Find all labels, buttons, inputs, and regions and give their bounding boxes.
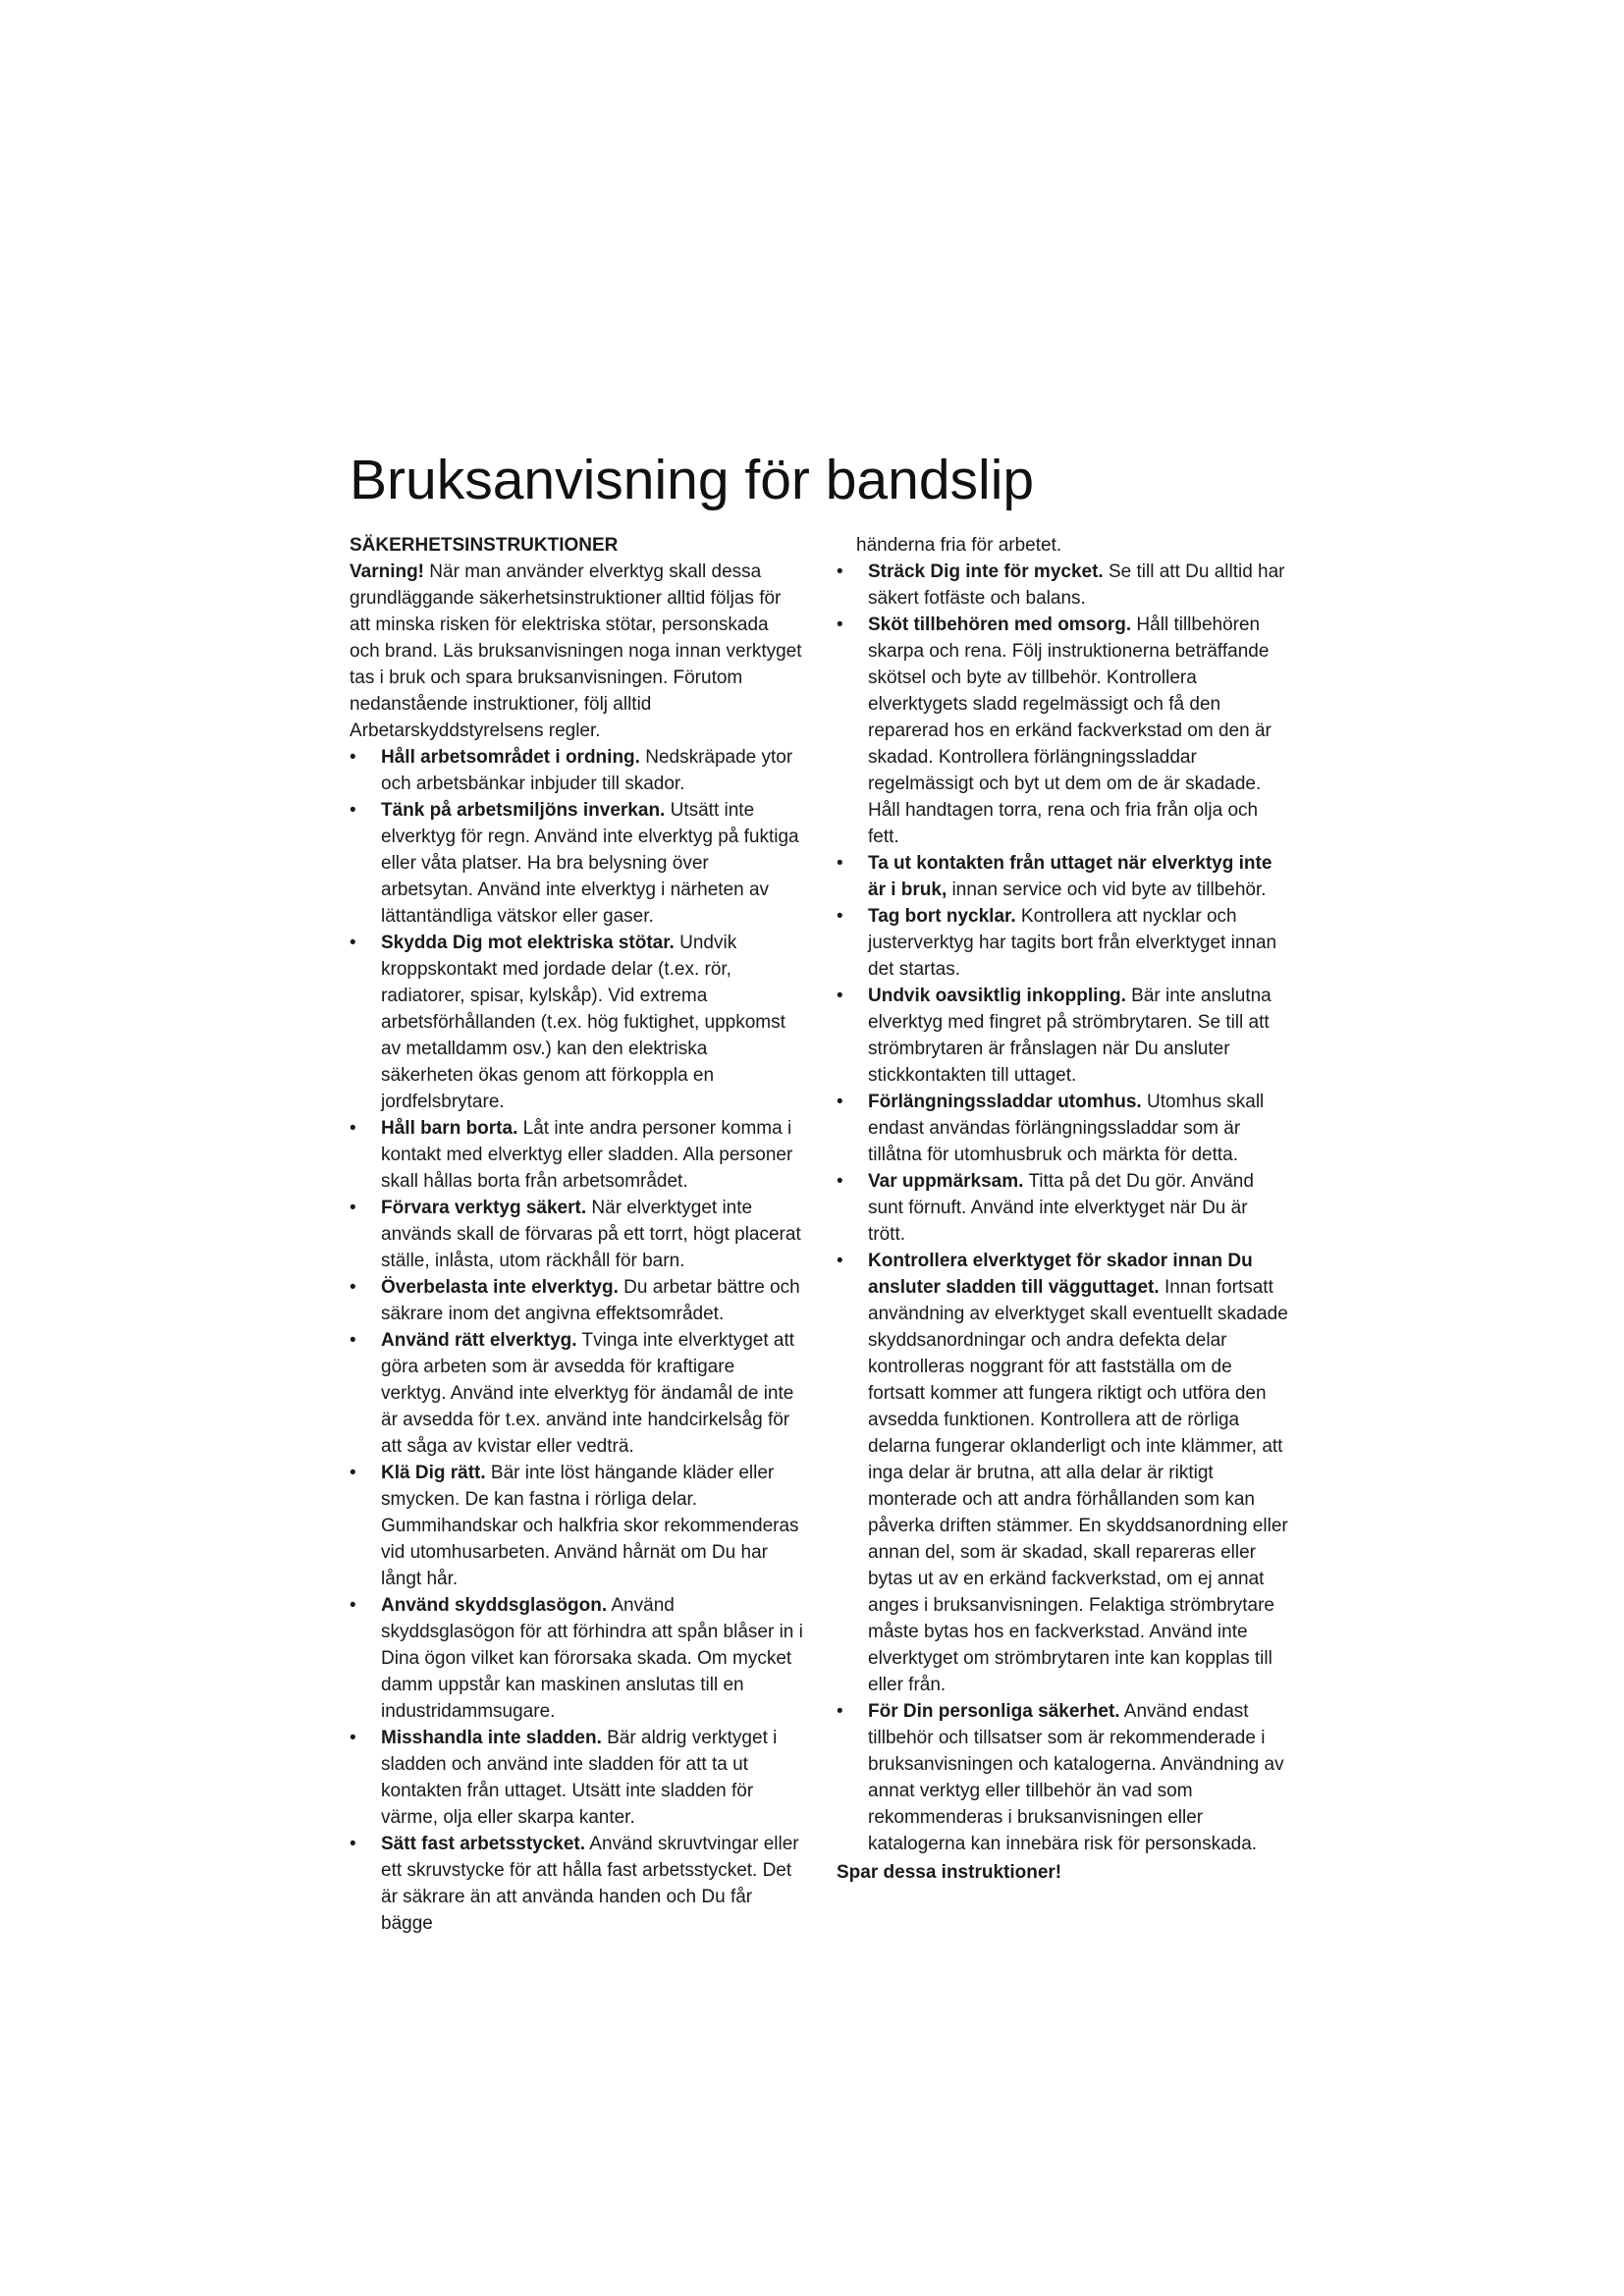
bullet-icon: •: [837, 614, 843, 635]
list-item: [837, 983, 1288, 1089]
item-text: Se till att Du alltid har säkert fotfäste och balans.: [868, 561, 1285, 609]
bullet-icon: •: [350, 933, 356, 953]
bullet-icon: •: [837, 561, 843, 582]
item-text: Utomhus skall endast användas förlängningssladdar som är tillåtna för utomhusbruk och märkta för detta.: [868, 1092, 1265, 1165]
item-heading: Tänk på arbetsmiljöns inverkan.: [381, 800, 666, 821]
item-text: Använd skruvtvingar eller ett skruvstycke för att hålla fast arbetsstycket. Det är säkrare än att använda handen och Du får bägge: [381, 1834, 799, 1934]
item-heading: Sätt fast arbetsstycket.: [381, 1834, 586, 1854]
intro-text: När man använder elverktyg skall dessa grundläggande säkerhetsinstruktioner alltid följas för att minska risken för elektriska stötar, personskada och brand. Läs bruksanvisningen noga innan verktyget tas i bruk och spara bruksanvisningen. Förutom nedanstående instruktioner, följ alltid Arbetarskyddstyrelsens regler.: [350, 561, 802, 741]
item-text: Låt inte andra personer komma i kontakt med elverktyg eller sladden. Alla personer skall hållas borta från arbetsområdet.: [381, 1118, 793, 1192]
bullet-icon: •: [350, 1330, 356, 1351]
item-heading: Ta ut kontakten från uttaget när elverktyg inte är i bruk,: [868, 853, 1272, 900]
bullet-icon: •: [350, 1198, 356, 1218]
list-item: [837, 612, 1288, 850]
item-heading: Undvik oavsiktlig inkoppling.: [868, 986, 1126, 1006]
page-title: Bruksanvisning för bandslip: [350, 449, 1035, 511]
item-heading: Överbelasta inte elverktyg.: [381, 1277, 619, 1298]
list-item: [350, 797, 803, 930]
list-item: [350, 1831, 803, 1937]
item-text: Bär aldrig verktyget i sladden och använd inte sladden för att ta ut kontakten från uttaget. Utsätt inte sladden för värme, olja eller skarpa kanter.: [381, 1728, 778, 1828]
continuation-text: händerna fria för arbetet.: [856, 535, 1062, 556]
item-heading: Skydda Dig mot elektriska stötar.: [381, 933, 675, 953]
item-text: Nedskräpade ytor och arbetsbänkar inbjuder till skador.: [381, 747, 793, 794]
item-heading: Klä Dig rätt.: [381, 1463, 486, 1483]
list-item: [350, 1592, 803, 1725]
item-text: Bär inte löst hängande kläder eller smycken. De kan fastna i rörliga delar. Gummihandskar och halkfria skor rekommenderas vid utomhusarbeten. Använd hårnät om Du har långt hår.: [381, 1463, 799, 1589]
item-text: Titta på det Du gör. Använd sunt förnuft. Använd inte elverktyget när Du är trött.: [868, 1171, 1254, 1245]
item-text: Använd skyddsglasögon för att förhindra att spån blåser in i Dina ögon vilket kan förorsaka skada. Om mycket damm uppstår kan maskinen anslutas till en industridammsugare.: [381, 1595, 803, 1722]
bullet-icon: •: [837, 1092, 843, 1112]
right-column: [837, 532, 1288, 1886]
list-item: [350, 744, 803, 797]
bullet-icon: •: [350, 1118, 356, 1139]
item-heading: Sköt tillbehören med omsorg.: [868, 614, 1132, 635]
list-item: [837, 903, 1288, 983]
item-text: Bär inte anslutna elverktyg med fingret på strömbrytaren. Se till att strömbrytaren är frånslagen när Du ansluter stickkontakten till uttaget.: [868, 986, 1272, 1086]
bullet-icon: •: [350, 747, 356, 768]
closing-note: Spar dessa instruktioner!: [837, 1862, 1062, 1883]
bullet-icon: •: [837, 1251, 843, 1271]
list-item: [350, 1274, 803, 1327]
intro-paragraph: [350, 559, 803, 744]
item-text: Utsätt inte elverktyg för regn. Använd inte elverktyg på fuktiga eller våta platser. Ha bra belysning över arbetsytan. Använd inte elverktyg i närheten av lättantändliga vätskor eller gaser.: [381, 800, 799, 927]
item-heading: Var uppmärksam.: [868, 1171, 1024, 1192]
item-heading: Sträck Dig inte för mycket.: [868, 561, 1104, 582]
bullet-icon: •: [350, 1834, 356, 1854]
item-heading: För Din personliga säkerhet.: [868, 1701, 1120, 1722]
list-item: [350, 1327, 803, 1460]
item-heading: Använd rätt elverktyg.: [381, 1330, 577, 1351]
item-heading: Håll barn borta.: [381, 1118, 518, 1139]
left-column: [350, 532, 803, 1937]
list-item: [350, 930, 803, 1115]
item-text: När elverktyget inte används skall de förvaras på ett torrt, högt placerat ställe, inlåsta, utom räckhåll för barn.: [381, 1198, 801, 1271]
list-item: [837, 1168, 1288, 1248]
item-heading: Kontrollera elverktyget för skador innan Du ansluter sladden till vägguttaget.: [868, 1251, 1253, 1298]
safety-list-left: [350, 744, 803, 1937]
item-text: Kontrollera att nycklar och justerverktyg har tagits bort från elverktyget innan det startas.: [868, 906, 1277, 980]
list-item: [837, 1248, 1288, 1698]
item-heading: Håll arbetsområdet i ordning.: [381, 747, 640, 768]
bullet-icon: •: [350, 1277, 356, 1298]
list-item: [837, 850, 1288, 903]
item-text: Innan fortsatt användning av elverktyget skall eventuellt skadade skyddsanordningar och andra defekta delar kontrolleras noggrant för att fastställa om de fortsatt kommer att fungera riktigt och utföra den avsedda funktionen. Kontrollera att de rörliga delarna fungerar oklanderligt och inte klämmer, att inga delar är brutna, att alla delar är riktigt monterade och att andra förhållanden som kan påverka driften stämmer. En skyddsanordning eller annan del, som är skadad, skall repareras eller bytas ut av en erkänd fackverkstad, om ej annat anges i bruksanvisningen. Felaktiga strömbrytare måste bytas hos en fackverkstad. Använd inte elverktyget om strömbrytaren inte kan kopplas till eller från.: [868, 1277, 1288, 1695]
bullet-icon: •: [837, 1171, 843, 1192]
bullet-icon: •: [837, 853, 843, 874]
list-item: [350, 1725, 803, 1831]
list-item: [350, 1195, 803, 1274]
bullet-icon: •: [350, 1463, 356, 1483]
item-text: Använd endast tillbehör och tillsatser som är rekommenderade i bruksanvisningen och katalogerna. Användning av annat verktyg eller tillbehör än vad som rekommenderas i bruksanvisningen eller katalogerna kan innebära risk för personskada.: [868, 1701, 1284, 1854]
list-item: [837, 1089, 1288, 1168]
item-heading: Förvara verktyg säkert.: [381, 1198, 587, 1218]
item-heading: Förlängningssladdar utomhus.: [868, 1092, 1142, 1112]
list-item: [350, 1460, 803, 1592]
warning-label: Varning!: [350, 561, 425, 582]
bullet-icon: •: [837, 906, 843, 927]
item-text: Håll tillbehören skarpa och rena. Följ instruktionerna beträffande skötsel och byte av tillbehör. Kontrollera elverktygets sladd regelmässigt och få den reparerad hos en erkänd fackverkstad om den är skadad. Kontrollera förlängningssladdar regelmässigt och byt ut dem om de är skadade. Håll handtagen torra, rena och fria från olja och fett.: [868, 614, 1272, 847]
list-item: [350, 1115, 803, 1195]
list-item: [837, 1698, 1288, 1857]
item-text: innan service och vid byte av tillbehör.: [947, 880, 1267, 900]
bullet-icon: •: [350, 1728, 356, 1748]
safety-list-right: [837, 559, 1288, 1857]
bullet-icon: •: [837, 1701, 843, 1722]
bullet-icon: •: [350, 800, 356, 821]
item-text: Tvinga inte elverktyget att göra arbeten som är avsedda för kraftigare verktyg. Använd inte elverktyg för ändamål de inte är avsedda för t.ex. använd inte handcirkelsåg för att såga av kvistar eller vedträ.: [381, 1330, 795, 1457]
item-heading: Tag bort nycklar.: [868, 906, 1016, 927]
bullet-icon: •: [350, 1595, 356, 1616]
item-text: Undvik kroppskontakt med jordade delar (t.ex. rör, radiatorer, spisar, kylskåp). Vid extrema arbetsförhållanden (t.ex. hög fuktighet, uppkomst av metalldamm osv.) kan den elektriska säkerheten ökas genom att förkoppla en jordfelsbrytare.: [381, 933, 785, 1112]
item-text: Du arbetar bättre och säkrare inom det angivna effektsområdet.: [381, 1277, 800, 1324]
item-heading: Använd skyddsglasögon.: [381, 1595, 608, 1616]
bullet-icon: •: [837, 986, 843, 1006]
list-item: [837, 559, 1288, 612]
item-heading: Misshandla inte sladden.: [381, 1728, 602, 1748]
section-heading: SÄKERHETSINSTRUKTIONER: [350, 535, 619, 556]
